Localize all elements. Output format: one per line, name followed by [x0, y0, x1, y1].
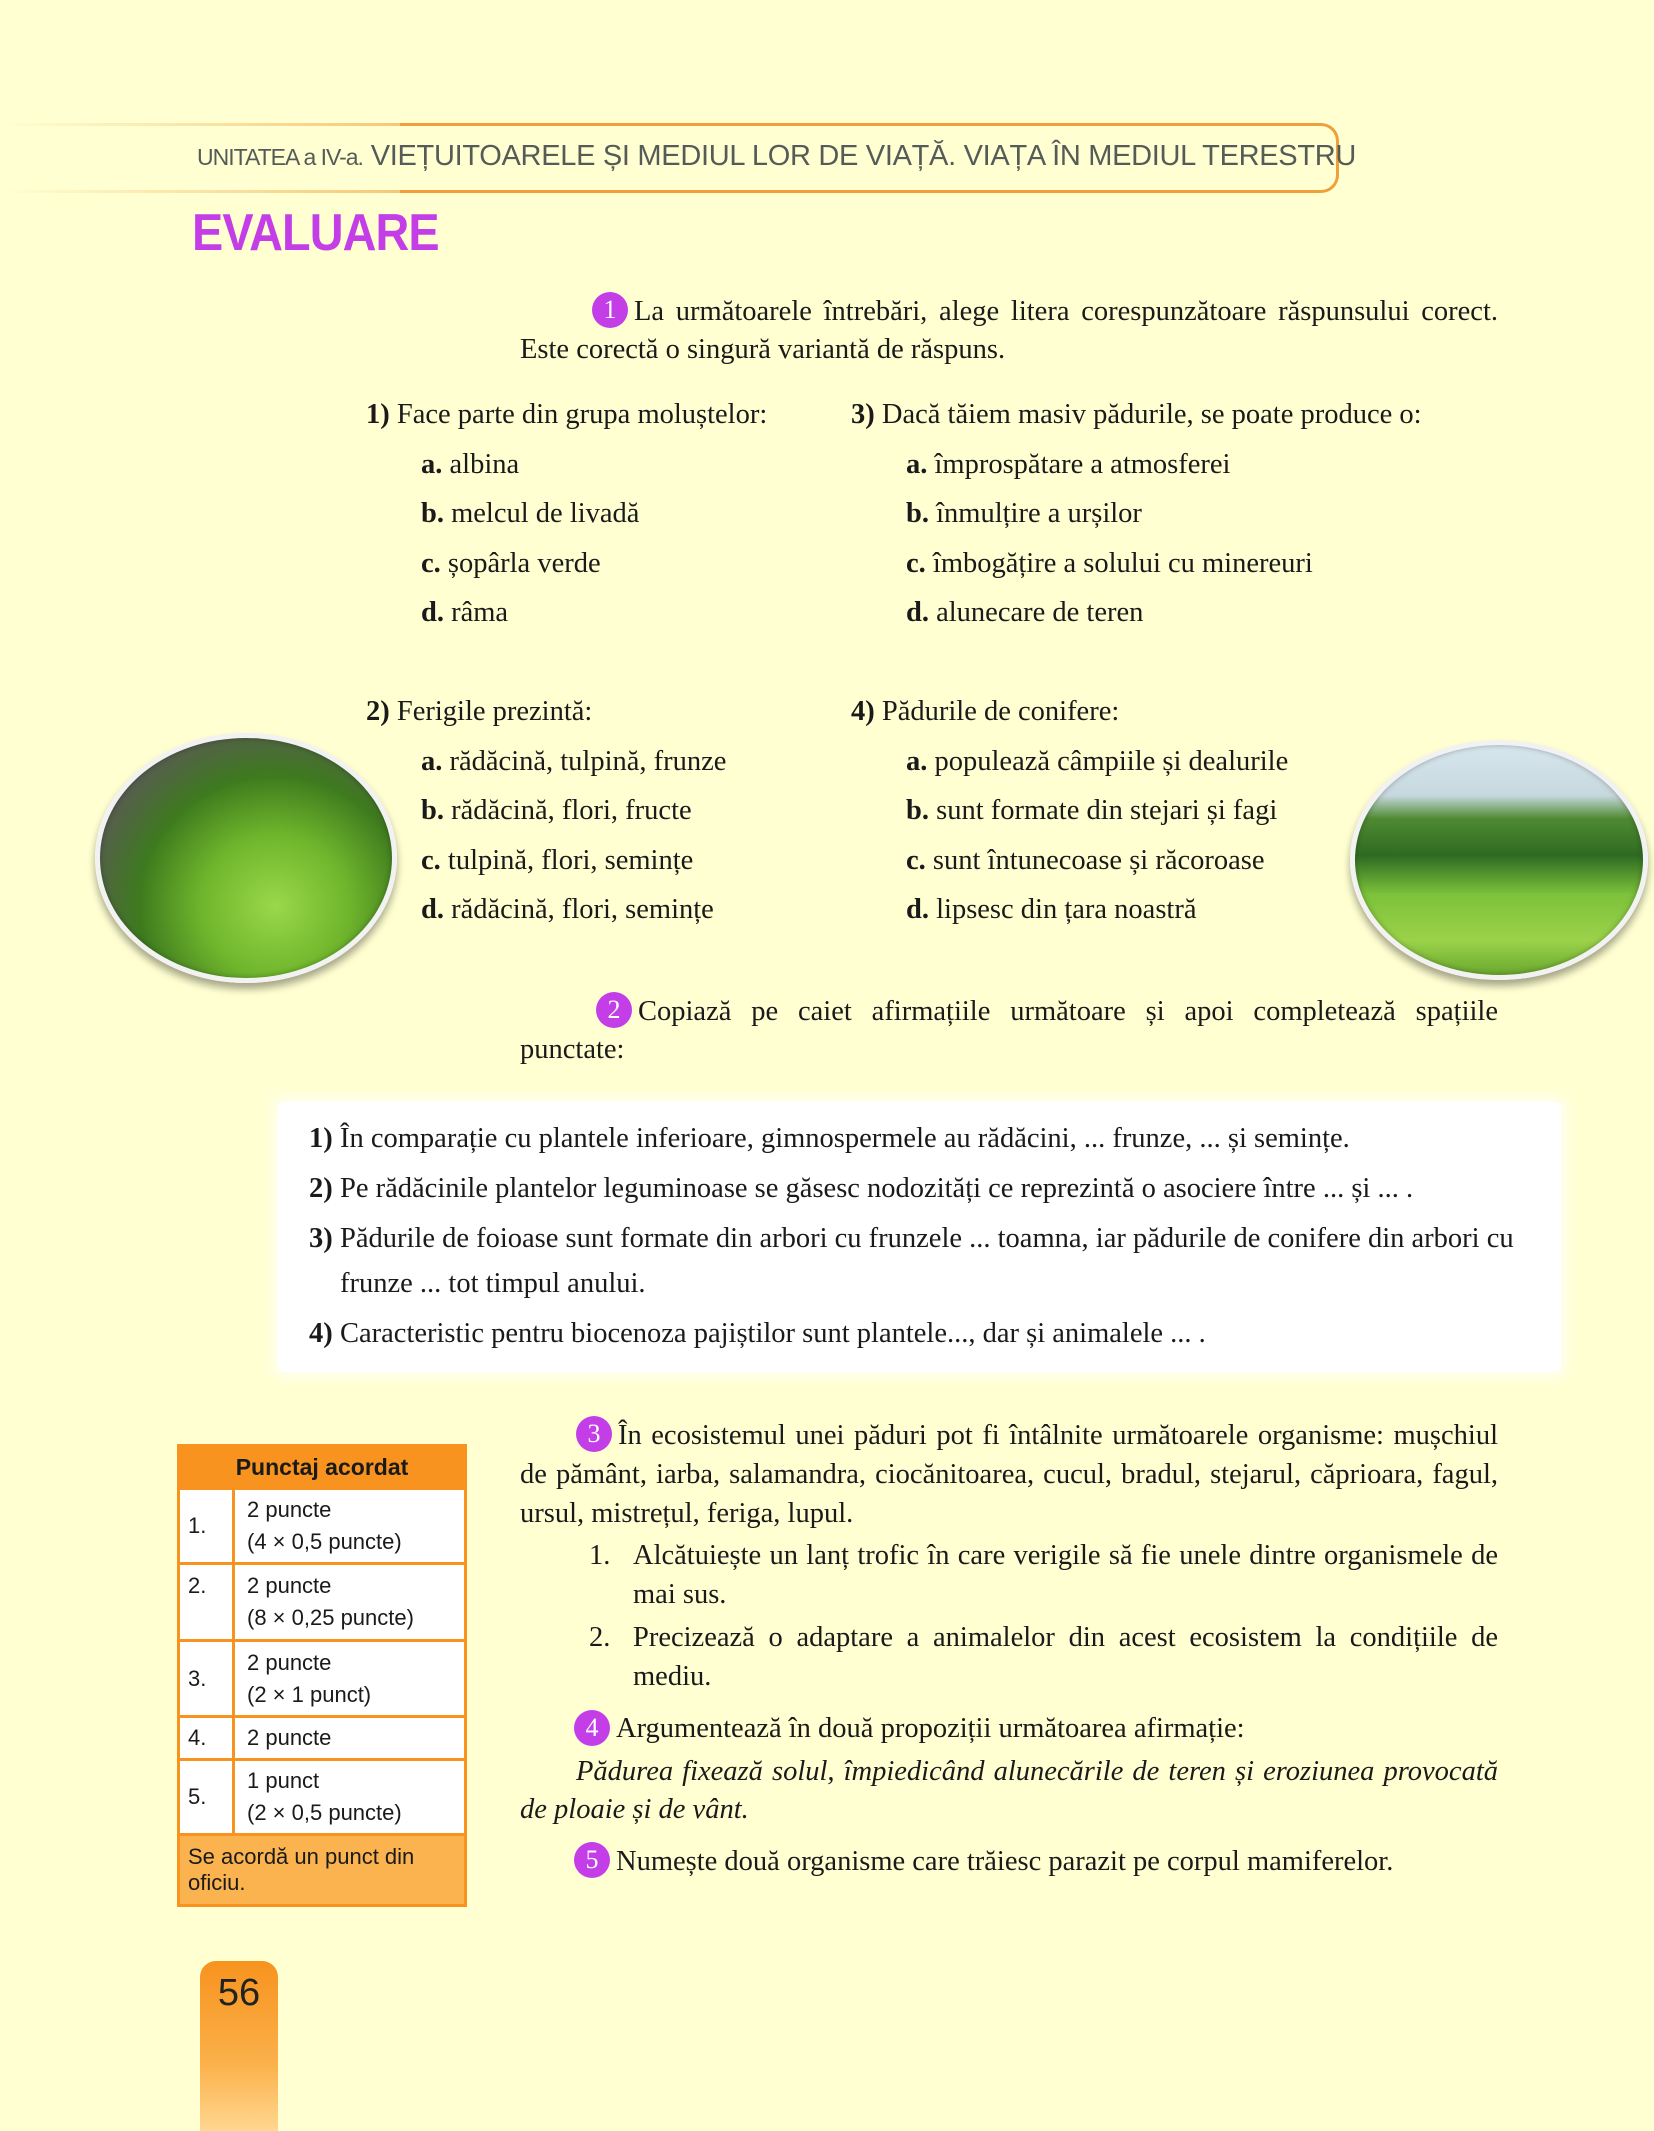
points-detail: (2 × 0,5 puncte) — [247, 1800, 402, 1825]
q1-item-2 — [366, 687, 726, 935]
option-letter: b. — [906, 795, 929, 826]
row-value — [234, 1564, 466, 1641]
option-text: rădăcină, flori, fructe — [451, 795, 692, 826]
option-text: râma — [451, 597, 509, 628]
q4-number-badge: 4 — [574, 1710, 610, 1746]
points-detail: (2 × 1 punct) — [247, 1681, 372, 1707]
option-letter: d. — [906, 597, 929, 628]
q3-sub-1 — [589, 1536, 1498, 1614]
page-title: EVALUARE — [192, 204, 439, 262]
row-value: 2 puncte — [234, 1717, 466, 1760]
points-detail: (8 × 0,25 puncte) — [247, 1605, 414, 1630]
points-detail: (4 × 0,5 puncte) — [247, 1529, 402, 1554]
option-text: înmulțire a urșilor — [936, 498, 1142, 529]
sub-text: Precizează o adaptare a animalelor din acest ecosistem la condițiile de mediu. — [633, 1622, 1498, 1693]
q5-instruction — [520, 1843, 1498, 1881]
q2-number-badge: 2 — [596, 992, 632, 1028]
option-text: populează câmpiile și dealurile — [934, 745, 1289, 777]
option-text: melcul de livadă — [451, 498, 640, 529]
option-letter: a. — [906, 745, 928, 777]
option-text: lipsesc din țara noastră — [936, 894, 1197, 925]
item-num: 4) — [309, 1318, 333, 1349]
score-table-header: Punctaj acordat — [179, 1446, 466, 1489]
item-num: 1) — [366, 399, 390, 430]
item-text: Pădurile de foioase sunt formate din arbori cu frunzele ... toamna, iar pădurile de conifere din — [340, 1223, 1405, 1254]
row-value — [234, 1760, 466, 1835]
item-num: 2) — [366, 696, 390, 727]
fill-item-2 — [309, 1166, 1539, 1211]
item-text: În comparație cu plantele inferioare, gimnospermele au rădăcini, ... frunze, ... și semințe. — [340, 1123, 1350, 1154]
item-question: Ferigile prezintă: — [396, 696, 593, 727]
row-number: 5. — [179, 1760, 234, 1835]
q1-item-1 — [366, 390, 767, 638]
option-text: rădăcină, tulpină, frunze — [449, 745, 727, 777]
item-num: 3) — [851, 399, 875, 430]
questions-3-5 — [520, 1416, 1498, 1881]
q1-instruction — [520, 293, 1498, 369]
item-num: 1) — [309, 1123, 333, 1154]
option-text: șopârla verde — [447, 547, 601, 579]
conifer-forest-photo — [1350, 740, 1648, 980]
row-number: 1. — [179, 1489, 234, 1564]
row-number: 3. — [179, 1641, 234, 1717]
q3-instruction — [520, 1416, 1498, 1533]
option-letter: c. — [421, 844, 441, 876]
option-letter: d. — [421, 894, 444, 925]
row-value — [234, 1489, 466, 1564]
option-letter: c. — [421, 547, 441, 579]
q3-text: În ecosistemul unei păduri pot fi întâlnite următoarele organisme: mușchiul de pământ, iarba, salamandra, ciocănitoarea, cucul, bradul, stejarul, căprioara, fagul, ursul, mistrețul, feriga, lupul. — [520, 1420, 1498, 1530]
fern-photo — [95, 733, 397, 983]
q5-number-badge: 5 — [574, 1842, 610, 1878]
option-text: îmbogățire a solului cu minereuri — [932, 547, 1313, 579]
q3-number-badge: 3 — [576, 1416, 612, 1452]
sub-num: 2. — [589, 1622, 611, 1654]
q1-item-4 — [851, 687, 1288, 935]
option-letter: a. — [906, 448, 928, 480]
q4-text: Argumentează în două propoziții următoarea afirmație: — [616, 1713, 1245, 1745]
row-number: 4. — [179, 1717, 234, 1760]
q2-instruction — [520, 993, 1498, 1069]
fill-item-3 — [309, 1216, 1539, 1306]
q1-number-badge: 1 — [592, 292, 628, 328]
item-text-cont: arbori cu frunze ... tot timpul anului. — [340, 1223, 1514, 1299]
item-question: Face parte din grupa moluștelor: — [396, 399, 768, 430]
item-question: Pădurile de conifere: — [881, 696, 1120, 727]
fill-in-box — [278, 1102, 1561, 1372]
item-text: Caracteristic pentru biocenoza pajiștilor sunt plantele..., dar și animalele ... . — [340, 1318, 1206, 1349]
page-number: 56 — [217, 1972, 261, 2014]
option-text: rădăcină, flori, semințe — [451, 894, 714, 925]
fill-item-4 — [309, 1311, 1539, 1356]
option-text: tulpină, flori, semințe — [447, 844, 694, 876]
sub-text: Alcătuiește un lanț trofic în care verigile să fie unele dintre organismele de mai sus. — [633, 1540, 1498, 1611]
option-letter: b. — [421, 795, 444, 826]
option-letter: d. — [906, 894, 929, 925]
row-number: 2. — [179, 1564, 234, 1641]
points: 1 punct — [247, 1768, 320, 1793]
item-num: 4) — [851, 696, 875, 727]
option-letter: a. — [421, 745, 443, 777]
q3-sub-2 — [589, 1618, 1498, 1696]
q4-quote: Pădurea fixează solul, împiedicând alunecările de teren și eroziunea provocată de ploaie și de vânt. — [520, 1755, 1498, 1825]
points: 2 puncte — [247, 1573, 332, 1598]
option-letter: a. — [421, 448, 443, 480]
sub-num: 1. — [589, 1540, 611, 1572]
item-text: Pe rădăcinile plantelor leguminoase se găsesc nodozități ce reprezintă o asociere între ... și ... . — [340, 1173, 1414, 1204]
q1-text: La următoarele întrebări, alege litera corespunzătoare răspunsului corect. Este corectă o singură variantă de răspuns. — [520, 296, 1498, 366]
fill-item-1 — [309, 1116, 1539, 1161]
q5-text: Numește două organisme care trăiesc parazit pe corpul mamiferelor. — [616, 1845, 1394, 1877]
option-letter: d. — [421, 597, 444, 628]
option-text: sunt întunecoase și răcoroase — [932, 844, 1265, 876]
unit-prefix: UNITATEA a IV-a. — [197, 144, 363, 170]
item-num: 2) — [309, 1173, 333, 1204]
points: 2 puncte — [247, 1497, 332, 1522]
option-letter: c. — [906, 547, 926, 579]
option-letter: b. — [421, 498, 444, 529]
item-num: 3) — [309, 1223, 333, 1254]
score-table-footer: Se acordă un punct din oficiu. — [179, 1835, 466, 1906]
row-value — [234, 1641, 466, 1717]
item-question: Dacă tăiem masiv pădurile, se poate produce o: — [881, 399, 1422, 430]
option-letter: b. — [906, 498, 929, 529]
q2-text: Copiază pe caiet afirmațiile următoare și apoi completează spațiile punctate: — [520, 996, 1498, 1066]
option-text: albina — [449, 448, 520, 480]
option-letter: c. — [906, 844, 926, 876]
score-table — [177, 1444, 467, 1907]
option-text: împrospătare a atmosferei — [934, 448, 1231, 480]
q1-item-3 — [851, 390, 1422, 638]
q4-instruction — [520, 1710, 1498, 1748]
unit-title: VIEȚUITOARELE ȘI MEDIUL LOR DE VIAȚĂ. VIAȚA ÎN MEDIUL TERESTRU — [370, 140, 1357, 172]
option-text: sunt formate din stejari și fagi — [936, 795, 1278, 826]
points: 2 puncte — [247, 1649, 332, 1675]
unit-header — [197, 140, 1356, 173]
option-text: alunecare de teren — [936, 597, 1144, 628]
